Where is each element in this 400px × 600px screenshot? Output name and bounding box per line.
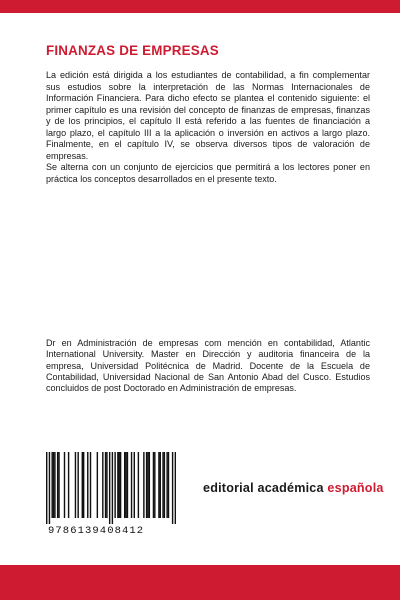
barcode-bar [131, 452, 132, 518]
barcode-bar [154, 452, 155, 518]
barcode-bar [112, 452, 113, 524]
barcode-bar [166, 452, 167, 518]
bottom-accent-bar [0, 565, 400, 600]
barcode-bar [149, 452, 150, 518]
barcode-bar [164, 452, 165, 518]
publisher-name-accent: española [327, 481, 384, 495]
barcode-bar [109, 452, 110, 524]
barcode-bar [87, 452, 88, 518]
barcode-bar [124, 452, 125, 518]
barcode-bar [147, 452, 148, 518]
barcode-bar [54, 452, 55, 518]
barcode-bar [175, 452, 176, 524]
top-accent-bar [0, 0, 400, 13]
book-title: FINANZAS DE EMPRESAS [46, 43, 219, 58]
barcode-bar [146, 452, 147, 518]
barcode-bar [120, 452, 121, 518]
barcode-bar [106, 452, 107, 518]
barcode-bar [82, 452, 83, 518]
barcode-bar [117, 452, 118, 518]
barcode-bar [64, 452, 65, 518]
barcode-bar [172, 452, 173, 524]
barcode-bar [162, 452, 163, 518]
barcode-bar [57, 452, 58, 518]
barcode-bar [138, 452, 139, 518]
barcode-bar [83, 452, 84, 518]
barcode-bar [68, 452, 69, 518]
barcode-bar [90, 452, 91, 518]
barcode-bar [102, 452, 103, 518]
barcode-bar [49, 452, 50, 524]
barcode-bar [160, 452, 161, 518]
barcode-bar [77, 452, 78, 518]
barcode-bar [168, 452, 169, 518]
barcode-bar [97, 452, 98, 518]
author-bio: Dr en Administración de empresas com mención en contabilidad, Atlantic International University. Master en Dirección y auditoria financeira de la empresa, Universidad Politécnica de Madrid. Docente de la Escuela de Contabilidad, Universidad Nacional de San Antonio Abad del Cusco. Estudios concluidos de post Doctorado en Administración de empresas. [46, 338, 370, 394]
barcode-bar [53, 452, 54, 518]
barcode-bar [75, 452, 76, 518]
isbn-barcode [36, 452, 186, 538]
barcode-bar [114, 452, 115, 518]
book-description [46, 70, 370, 185]
isbn-number: 9786139408412 [48, 525, 145, 537]
description-paragraph-1: La edición está dirigida a los estudiantes de contabilidad, a fin complementar sus estudios sobre la interpretación de las Normas Internacionales de Información Financiera. Para dicho efecto se plantea el contenido siguiente: el primer capítulo es una revisión del concepto de finanzas de empresas, finanzas y de los principios, el capítulo II está referido a las fuentes de financiación a largo plazo, el capítulo III a la aplicación o inversión en activos a largo plazo. Finalmente, en el capítulo IV, se observa diversos tipos de valoración de empresas. [46, 70, 370, 161]
barcode-bar [153, 452, 154, 518]
barcode-bar [105, 452, 106, 518]
description-paragraph-2: Se alterna con un conjunto de ejercicios que permitirá a los lectores poner en práctica los conceptos desarrollados en el presente texto. [46, 162, 370, 184]
barcode-bar [119, 452, 120, 518]
barcode-bar [143, 452, 144, 518]
barcode-bars [46, 452, 176, 524]
publisher-logo [203, 481, 384, 495]
publisher-name: editorial académica [203, 481, 328, 495]
barcode-bar [127, 452, 128, 518]
barcode-bar [58, 452, 59, 518]
barcode-bar [46, 452, 47, 524]
barcode-bar [51, 452, 52, 518]
barcode-bar [134, 452, 135, 518]
barcode-bar [125, 452, 126, 518]
barcode-bar [158, 452, 159, 518]
